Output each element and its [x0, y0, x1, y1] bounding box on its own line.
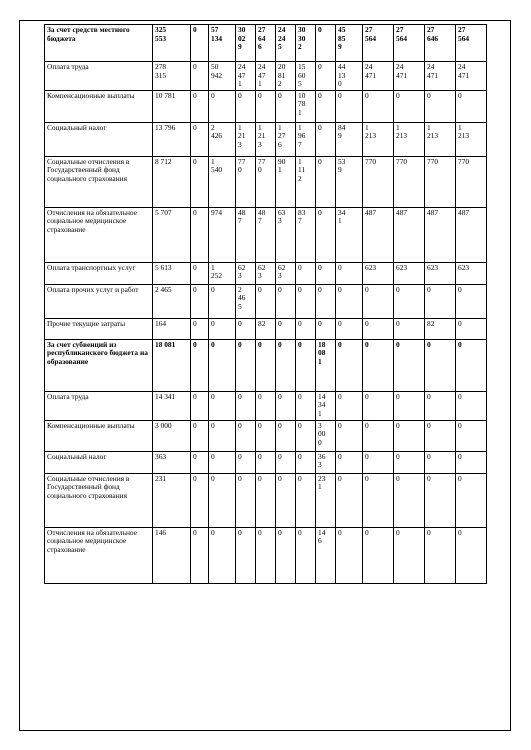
table-cell: 0 [425, 420, 456, 451]
table-cell: 0 [296, 262, 316, 284]
table-row [45, 391, 487, 420]
table-cell: 0 [316, 25, 336, 62]
table-cell: 48 7 [236, 207, 256, 262]
table-cell: 0 [191, 391, 209, 420]
table-cell: 0 [296, 451, 316, 473]
table-cell: 0 [191, 207, 209, 262]
table-cell: 0 [256, 284, 276, 318]
table-cell: 0 [256, 339, 276, 391]
table-cell: 0 [256, 90, 276, 122]
table-cell: 0 [276, 284, 296, 318]
row-label: За счет средств местного бюджета [45, 25, 153, 62]
table-cell: 45 85 9 [336, 25, 363, 62]
table-cell: 50 942 [209, 62, 236, 91]
table-cell: 13 796 [153, 122, 191, 156]
table-cell: 0 [363, 90, 394, 122]
table-row [45, 122, 487, 156]
table-cell: 0 [363, 318, 394, 339]
table-cell: 0 [191, 25, 209, 62]
table-cell: 15 60 5 [296, 62, 316, 91]
table-cell: 0 [256, 451, 276, 473]
table-cell: 62 3 [236, 262, 256, 284]
table-cell: 623 [394, 262, 425, 284]
table-cell: 0 [296, 339, 316, 391]
table-cell: 84 9 [336, 122, 363, 156]
table-cell: 5 613 [153, 262, 191, 284]
row-label: Социальный налог [45, 451, 153, 473]
table-cell: 0 [256, 420, 276, 451]
table-cell: 18 081 [153, 339, 191, 391]
table-cell: 10 781 [153, 90, 191, 122]
table-cell: 77 0 [256, 156, 276, 207]
row-label: Оплата прочих услуг и работ [45, 284, 153, 318]
table-cell: 1 21 3 [236, 122, 256, 156]
table-cell: 0 [276, 391, 296, 420]
table-row [45, 318, 487, 339]
row-label: Отчисления на обязательное социальное медицинское страхование [45, 207, 153, 262]
row-label: За счет субвенций из республиканского бюджета на образование [45, 339, 153, 391]
table-cell: 0 [191, 318, 209, 339]
table-cell: 0 [363, 339, 394, 391]
table-cell: 363 [153, 451, 191, 473]
table-cell: 0 [191, 122, 209, 156]
table-cell: 10 78 1 [296, 90, 316, 122]
table-cell: 0 [191, 262, 209, 284]
table-cell: 0 [425, 527, 456, 583]
table-cell: 1 213 [456, 122, 487, 156]
table-cell: 0 [256, 391, 276, 420]
table-cell: 0 [209, 339, 236, 391]
row-label: Социальные отчисления в Государственный фонд социального страхования [45, 156, 153, 207]
table-cell: 0 [191, 284, 209, 318]
table-cell: 24 471 [456, 62, 487, 91]
table-cell: 0 [336, 420, 363, 451]
budget-table [44, 24, 487, 584]
table-cell: 3 00 0 [316, 420, 336, 451]
table-cell: 770 [363, 156, 394, 207]
table-cell: 0 [276, 420, 296, 451]
table-cell: 0 [296, 318, 316, 339]
table-cell: 18 08 1 [316, 339, 336, 391]
table-cell: 0 [209, 90, 236, 122]
table-cell: 0 [394, 318, 425, 339]
table-cell: 0 [363, 391, 394, 420]
table-cell: 0 [456, 451, 487, 473]
table-cell: 231 [153, 473, 191, 527]
table-cell: 0 [209, 318, 236, 339]
table-cell: 0 [425, 284, 456, 318]
table-cell: 1 96 7 [296, 122, 316, 156]
table-cell: 0 [363, 473, 394, 527]
table-row [45, 527, 487, 583]
table-cell: 0 [394, 473, 425, 527]
table-cell: 0 [276, 318, 296, 339]
row-label: Социальные отчисления в Государственный фонд социального страхования [45, 473, 153, 527]
table-cell: 24 471 [394, 62, 425, 91]
table-row [45, 451, 487, 473]
table-cell: 27 646 [425, 25, 456, 62]
table-cell: 24 47 1 [256, 62, 276, 91]
table-cell: 0 [209, 451, 236, 473]
table-cell: 0 [296, 473, 316, 527]
table-cell: 0 [209, 473, 236, 527]
row-label: Компенсационные выплаты [45, 420, 153, 451]
table-row [45, 284, 487, 318]
table-cell: 0 [191, 420, 209, 451]
table-cell: 0 [191, 473, 209, 527]
table-cell: 0 [456, 90, 487, 122]
row-label: Оплата труда [45, 391, 153, 420]
table-cell: 0 [394, 284, 425, 318]
table-cell: 0 [363, 284, 394, 318]
table-cell: 487 [394, 207, 425, 262]
table-cell: 325 553 [153, 25, 191, 62]
table-cell: 0 [296, 420, 316, 451]
table-cell: 24 47 1 [236, 62, 256, 91]
table-cell: 34 1 [336, 207, 363, 262]
table-cell: 0 [296, 391, 316, 420]
table-cell: 0 [363, 451, 394, 473]
table-cell: 48 7 [256, 207, 276, 262]
table-cell: 0 [363, 420, 394, 451]
table-cell: 0 [236, 420, 256, 451]
table-cell: 0 [276, 451, 296, 473]
table-cell: 27 64 6 [256, 25, 276, 62]
table-cell: 0 [336, 473, 363, 527]
table-cell: 487 [456, 207, 487, 262]
table-cell: 2 465 [153, 284, 191, 318]
table-cell: 487 [363, 207, 394, 262]
table-row [45, 473, 487, 527]
table-cell: 623 [363, 262, 394, 284]
table-cell: 0 [336, 527, 363, 583]
table-cell: 0 [425, 391, 456, 420]
row-label: Оплата труда [45, 62, 153, 91]
table-cell: 1 27 6 [276, 122, 296, 156]
table-cell: 0 [236, 90, 256, 122]
table-cell: 0 [316, 262, 336, 284]
table-cell: 1 540 [209, 156, 236, 207]
table-cell: 2 426 [209, 122, 236, 156]
table-cell: 0 [236, 391, 256, 420]
table-row [45, 420, 487, 451]
table-row [45, 262, 487, 284]
table-cell: 0 [394, 420, 425, 451]
table-cell: 53 9 [336, 156, 363, 207]
table-cell: 1 213 [425, 122, 456, 156]
table-cell: 30 02 9 [236, 25, 256, 62]
table-cell: 30 30 2 [296, 25, 316, 62]
table-cell: 1 11 2 [296, 156, 316, 207]
table-cell: 0 [394, 527, 425, 583]
table-cell: 0 [209, 284, 236, 318]
table-cell: 63 3 [276, 207, 296, 262]
table-cell: 623 [456, 262, 487, 284]
table-cell: 0 [296, 527, 316, 583]
table-cell: 770 [456, 156, 487, 207]
table-cell: 0 [456, 391, 487, 420]
table-cell: 0 [336, 262, 363, 284]
row-label: Социальный налог [45, 122, 153, 156]
table-row [45, 156, 487, 207]
table-body [45, 25, 487, 584]
table-cell: 0 [394, 90, 425, 122]
table-row [45, 25, 487, 62]
table-cell: 0 [394, 391, 425, 420]
table-cell: 24 471 [425, 62, 456, 91]
table-cell: 90 1 [276, 156, 296, 207]
table-cell: 20 81 2 [276, 62, 296, 91]
table-cell: 27 564 [394, 25, 425, 62]
row-label: Отчисления на обязательное социальное медицинское страхование [45, 527, 153, 583]
row-label: Компенсационные выплаты [45, 90, 153, 122]
table-cell: 0 [456, 284, 487, 318]
table-cell: 623 [425, 262, 456, 284]
table-cell: 0 [276, 473, 296, 527]
table-cell: 0 [276, 527, 296, 583]
table-row [45, 62, 487, 91]
table-cell: 0 [394, 339, 425, 391]
table-cell: 1 213 [394, 122, 425, 156]
table-cell: 0 [336, 451, 363, 473]
table-cell: 82 [425, 318, 456, 339]
table-cell: 0 [191, 62, 209, 91]
table-cell: 0 [236, 318, 256, 339]
table-cell: 0 [316, 318, 336, 339]
row-label: Прочие текущие затраты [45, 318, 153, 339]
table-cell: 14 34 1 [316, 391, 336, 420]
table-cell: 3 000 [153, 420, 191, 451]
table-cell: 0 [336, 284, 363, 318]
table-row [45, 339, 487, 391]
table-cell: 0 [191, 527, 209, 583]
table-cell: 83 7 [296, 207, 316, 262]
row-label: Оплата транспортных услуг [45, 262, 153, 284]
table-cell: 0 [456, 420, 487, 451]
table-cell: 0 [425, 451, 456, 473]
table-cell: 27 564 [456, 25, 487, 62]
table-cell: 0 [425, 339, 456, 391]
table-cell: 0 [191, 451, 209, 473]
table-cell: 0 [296, 284, 316, 318]
table-cell: 0 [191, 339, 209, 391]
table-cell: 0 [456, 527, 487, 583]
table-cell: 57 134 [209, 25, 236, 62]
table-cell: 14 341 [153, 391, 191, 420]
table-cell: 146 [153, 527, 191, 583]
table-cell: 1 213 [363, 122, 394, 156]
table-cell: 0 [336, 391, 363, 420]
table-cell: 0 [236, 473, 256, 527]
table-cell: 1 21 3 [256, 122, 276, 156]
table-cell: 8 712 [153, 156, 191, 207]
table-cell: 487 [425, 207, 456, 262]
table-row [45, 207, 487, 262]
table-cell: 0 [363, 527, 394, 583]
table-cell: 62 3 [256, 262, 276, 284]
table-cell: 278 315 [153, 62, 191, 91]
table-cell: 164 [153, 318, 191, 339]
table-cell: 0 [456, 473, 487, 527]
table-cell: 0 [276, 339, 296, 391]
table-cell: 27 564 [363, 25, 394, 62]
table-cell: 0 [209, 420, 236, 451]
table-cell: 0 [256, 527, 276, 583]
table-cell: 0 [191, 90, 209, 122]
table-cell: 82 [256, 318, 276, 339]
table-row [45, 90, 487, 122]
table-cell: 0 [256, 473, 276, 527]
table-cell: 0 [316, 62, 336, 91]
table-cell: 0 [456, 318, 487, 339]
table-cell: 44 13 0 [336, 62, 363, 91]
table-cell: 14 6 [316, 527, 336, 583]
table-cell: 0 [336, 339, 363, 391]
table-cell: 62 3 [276, 262, 296, 284]
table-cell: 0 [316, 207, 336, 262]
table-cell: 5 707 [153, 207, 191, 262]
table-cell: 0 [336, 90, 363, 122]
table-cell: 770 [394, 156, 425, 207]
table-cell: 974 [209, 207, 236, 262]
table-cell: 23 1 [316, 473, 336, 527]
table-cell: 0 [425, 473, 456, 527]
table-cell: 770 [425, 156, 456, 207]
table-cell: 77 0 [236, 156, 256, 207]
table-cell: 36 3 [316, 451, 336, 473]
table-cell: 24 24 5 [276, 25, 296, 62]
table-cell: 0 [336, 318, 363, 339]
table-cell: 2 46 5 [236, 284, 256, 318]
table-cell: 0 [394, 451, 425, 473]
table-cell: 0 [236, 527, 256, 583]
table-cell: 1 252 [209, 262, 236, 284]
table-cell: 0 [236, 339, 256, 391]
table-cell: 0 [209, 391, 236, 420]
table-cell: 0 [209, 527, 236, 583]
table-cell: 0 [316, 156, 336, 207]
table-cell: 0 [425, 90, 456, 122]
table-cell: 0 [316, 90, 336, 122]
table-cell: 0 [456, 339, 487, 391]
table-cell: 0 [191, 156, 209, 207]
table-cell: 0 [276, 90, 296, 122]
table-cell: 0 [316, 284, 336, 318]
table-cell: 0 [316, 122, 336, 156]
table-cell: 24 471 [363, 62, 394, 91]
table-cell: 0 [236, 451, 256, 473]
